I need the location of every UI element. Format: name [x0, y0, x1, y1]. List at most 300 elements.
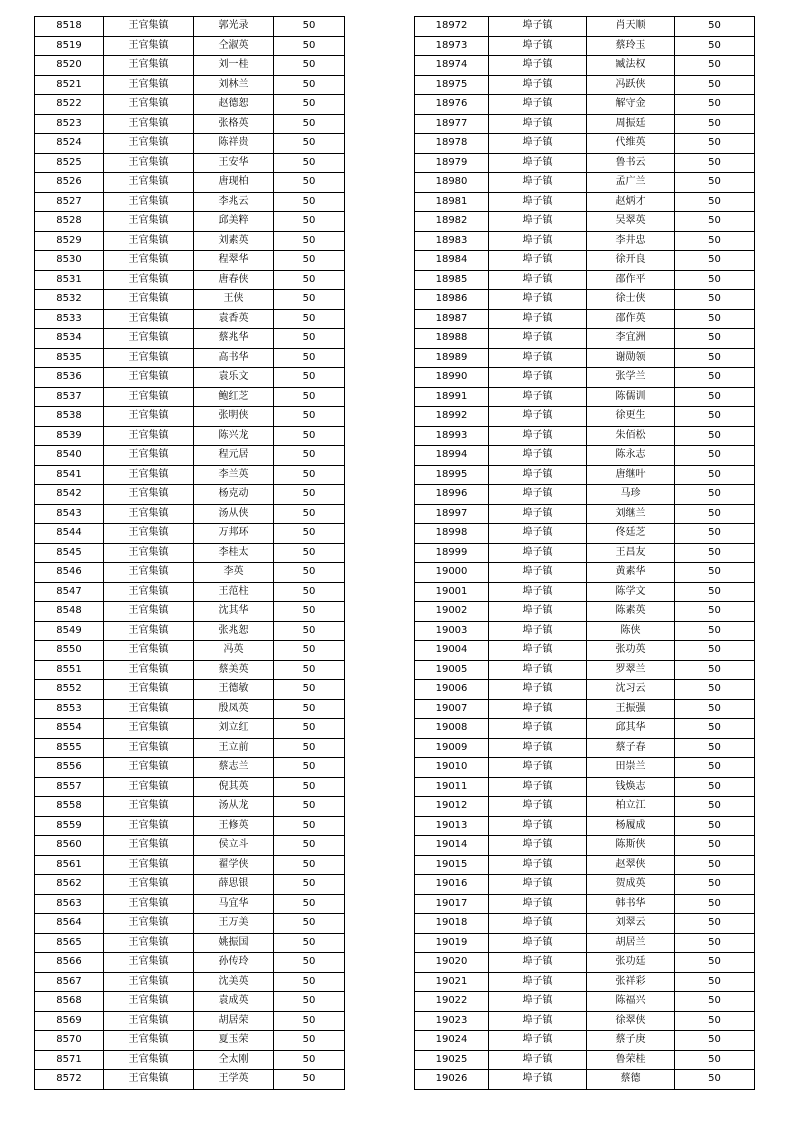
table-row: [415, 290, 755, 310]
person-name-cell: 袁成英: [194, 992, 274, 1012]
town-name-cell: 埠子镇: [489, 816, 587, 836]
town-name-cell: 埠子镇: [489, 875, 587, 895]
row-number-cell: 8571: [35, 1050, 104, 1070]
town-name-cell: 王官集镇: [104, 368, 194, 388]
amount-cell: 50: [675, 602, 755, 622]
person-name-cell: 张功英: [587, 641, 675, 661]
table-row: [35, 387, 345, 407]
table-row: [415, 875, 755, 895]
table-row: [415, 836, 755, 856]
amount-cell: 50: [274, 563, 345, 583]
town-name-cell: 王官集镇: [104, 504, 194, 524]
amount-cell: 50: [274, 699, 345, 719]
person-name-cell: 张明侠: [194, 407, 274, 427]
person-name-cell: 徐更生: [587, 407, 675, 427]
amount-cell: 50: [274, 426, 345, 446]
row-number-cell: 8519: [35, 36, 104, 56]
town-name-cell: 王官集镇: [104, 173, 194, 193]
town-name-cell: 王官集镇: [104, 329, 194, 349]
amount-cell: 50: [675, 251, 755, 271]
town-name-cell: 埠子镇: [489, 75, 587, 95]
amount-cell: 50: [274, 855, 345, 875]
row-number-cell: 18979: [415, 153, 489, 173]
person-name-cell: 唐春侠: [194, 270, 274, 290]
town-name-cell: 埠子镇: [489, 446, 587, 466]
table-row: [35, 582, 345, 602]
person-name-cell: 马珍: [587, 485, 675, 505]
amount-cell: 50: [274, 17, 345, 37]
table-row: [35, 231, 345, 251]
person-name-cell: 程元居: [194, 446, 274, 466]
table-row: [35, 426, 345, 446]
town-name-cell: 埠子镇: [489, 290, 587, 310]
table-row: [415, 329, 755, 349]
row-number-cell: 8540: [35, 446, 104, 466]
person-name-cell: 李宜洲: [587, 329, 675, 349]
person-name-cell: 邱美粹: [194, 212, 274, 232]
person-name-cell: 鲁荣桂: [587, 1050, 675, 1070]
amount-cell: 50: [675, 1031, 755, 1051]
amount-cell: 50: [274, 1011, 345, 1031]
row-number-cell: 18978: [415, 134, 489, 154]
person-name-cell: 韩书华: [587, 894, 675, 914]
town-name-cell: 埠子镇: [489, 777, 587, 797]
person-name-cell: 沈习云: [587, 680, 675, 700]
town-name-cell: 埠子镇: [489, 56, 587, 76]
town-name-cell: 埠子镇: [489, 387, 587, 407]
amount-cell: 50: [274, 719, 345, 739]
table-row: [415, 17, 755, 37]
town-name-cell: 埠子镇: [489, 836, 587, 856]
amount-cell: 50: [274, 875, 345, 895]
person-name-cell: 张学兰: [587, 368, 675, 388]
person-name-cell: 王安华: [194, 153, 274, 173]
town-name-cell: 埠子镇: [489, 251, 587, 271]
amount-cell: 50: [274, 680, 345, 700]
row-number-cell: 8563: [35, 894, 104, 914]
person-name-cell: 赵翠侠: [587, 855, 675, 875]
amount-cell: 50: [675, 953, 755, 973]
person-name-cell: 徐开良: [587, 251, 675, 271]
person-name-cell: 蔡德: [587, 1070, 675, 1090]
person-name-cell: 李兆云: [194, 192, 274, 212]
table-row: [415, 602, 755, 622]
row-number-cell: 8564: [35, 914, 104, 934]
person-name-cell: 王万美: [194, 914, 274, 934]
town-name-cell: 埠子镇: [489, 641, 587, 661]
table-row: [415, 582, 755, 602]
row-number-cell: 18986: [415, 290, 489, 310]
table-row: [415, 777, 755, 797]
table-row: [415, 387, 755, 407]
table-row: [35, 36, 345, 56]
amount-cell: 50: [675, 75, 755, 95]
amount-cell: 50: [675, 231, 755, 251]
person-name-cell: 邵作平: [587, 270, 675, 290]
row-number-cell: 18994: [415, 446, 489, 466]
amount-cell: 50: [274, 329, 345, 349]
amount-cell: 50: [274, 953, 345, 973]
town-name-cell: 王官集镇: [104, 953, 194, 973]
person-name-cell: 胡居兰: [587, 933, 675, 953]
row-number-cell: 8533: [35, 309, 104, 329]
town-name-cell: 埠子镇: [489, 699, 587, 719]
person-name-cell: 蔡美英: [194, 660, 274, 680]
table-row: [35, 1070, 345, 1090]
person-name-cell: 刘继兰: [587, 504, 675, 524]
person-name-cell: 吴翠英: [587, 212, 675, 232]
row-number-cell: 19001: [415, 582, 489, 602]
table-row: [35, 153, 345, 173]
row-number-cell: 8547: [35, 582, 104, 602]
table-row: [415, 543, 755, 563]
person-name-cell: 解守金: [587, 95, 675, 115]
person-name-cell: 王振强: [587, 699, 675, 719]
town-name-cell: 埠子镇: [489, 680, 587, 700]
row-number-cell: 19025: [415, 1050, 489, 1070]
town-name-cell: 埠子镇: [489, 1070, 587, 1090]
person-name-cell: 徐翠侠: [587, 1011, 675, 1031]
table-row: [415, 485, 755, 505]
person-name-cell: 王昌友: [587, 543, 675, 563]
person-name-cell: 夏玉荣: [194, 1031, 274, 1051]
town-name-cell: 埠子镇: [489, 192, 587, 212]
person-name-cell: 代维英: [587, 134, 675, 154]
person-name-cell: 赵炳才: [587, 192, 675, 212]
town-name-cell: 埠子镇: [489, 563, 587, 583]
amount-cell: 50: [274, 56, 345, 76]
row-number-cell: 8528: [35, 212, 104, 232]
person-name-cell: 周振廷: [587, 114, 675, 134]
person-name-cell: 汤从龙: [194, 797, 274, 817]
row-number-cell: 8526: [35, 173, 104, 193]
table-row: [35, 836, 345, 856]
town-name-cell: 王官集镇: [104, 387, 194, 407]
amount-cell: 50: [675, 309, 755, 329]
person-name-cell: 张兆恕: [194, 621, 274, 641]
row-number-cell: 8529: [35, 231, 104, 251]
amount-cell: 50: [675, 504, 755, 524]
row-number-cell: 8542: [35, 485, 104, 505]
table-row: [35, 972, 345, 992]
amount-cell: 50: [675, 660, 755, 680]
amount-cell: 50: [675, 387, 755, 407]
town-name-cell: 王官集镇: [104, 75, 194, 95]
row-number-cell: 19007: [415, 699, 489, 719]
person-name-cell: 邵作英: [587, 309, 675, 329]
row-number-cell: 19002: [415, 602, 489, 622]
person-name-cell: 侯立斗: [194, 836, 274, 856]
town-name-cell: 王官集镇: [104, 836, 194, 856]
row-number-cell: 8549: [35, 621, 104, 641]
town-name-cell: 王官集镇: [104, 251, 194, 271]
amount-cell: 50: [675, 582, 755, 602]
person-name-cell: 谢勋领: [587, 348, 675, 368]
row-number-cell: 18997: [415, 504, 489, 524]
amount-cell: 50: [675, 680, 755, 700]
table-row: [35, 953, 345, 973]
amount-cell: 50: [274, 485, 345, 505]
town-name-cell: 埠子镇: [489, 348, 587, 368]
person-name-cell: 邱其华: [587, 719, 675, 739]
table-row: [35, 56, 345, 76]
person-name-cell: 张祥彩: [587, 972, 675, 992]
table-row: [35, 543, 345, 563]
amount-cell: 50: [274, 758, 345, 778]
amount-cell: 50: [675, 134, 755, 154]
town-name-cell: 埠子镇: [489, 894, 587, 914]
amount-cell: 50: [274, 407, 345, 427]
town-name-cell: 埠子镇: [489, 36, 587, 56]
row-number-cell: 18998: [415, 524, 489, 544]
row-number-cell: 8562: [35, 875, 104, 895]
person-name-cell: 鲍红芝: [194, 387, 274, 407]
town-name-cell: 埠子镇: [489, 1011, 587, 1031]
row-number-cell: 18995: [415, 465, 489, 485]
table-row: [35, 309, 345, 329]
amount-cell: 50: [274, 836, 345, 856]
table-row: [415, 855, 755, 875]
amount-cell: 50: [675, 836, 755, 856]
amount-cell: 50: [274, 797, 345, 817]
town-name-cell: 埠子镇: [489, 114, 587, 134]
row-number-cell: 18975: [415, 75, 489, 95]
person-name-cell: 田崇兰: [587, 758, 675, 778]
town-name-cell: 王官集镇: [104, 660, 194, 680]
row-number-cell: 8558: [35, 797, 104, 817]
person-name-cell: 李英: [194, 563, 274, 583]
left-table: [34, 16, 345, 1090]
town-name-cell: 王官集镇: [104, 407, 194, 427]
row-number-cell: 8541: [35, 465, 104, 485]
town-name-cell: 埠子镇: [489, 485, 587, 505]
row-number-cell: 8553: [35, 699, 104, 719]
town-name-cell: 王官集镇: [104, 446, 194, 466]
table-row: [415, 114, 755, 134]
amount-cell: 50: [274, 309, 345, 329]
amount-cell: 50: [274, 446, 345, 466]
amount-cell: 50: [675, 446, 755, 466]
table-row: [415, 56, 755, 76]
amount-cell: 50: [274, 75, 345, 95]
row-number-cell: 19015: [415, 855, 489, 875]
row-number-cell: 19013: [415, 816, 489, 836]
person-name-cell: 鲁书云: [587, 153, 675, 173]
table-row: [35, 738, 345, 758]
row-number-cell: 8530: [35, 251, 104, 271]
amount-cell: 50: [675, 855, 755, 875]
person-name-cell: 程翠华: [194, 251, 274, 271]
table-row: [415, 914, 755, 934]
person-name-cell: 仝太刚: [194, 1050, 274, 1070]
town-name-cell: 王官集镇: [104, 582, 194, 602]
table-row: [35, 914, 345, 934]
amount-cell: 50: [675, 641, 755, 661]
row-number-cell: 18989: [415, 348, 489, 368]
amount-cell: 50: [675, 543, 755, 563]
person-name-cell: 沈其华: [194, 602, 274, 622]
town-name-cell: 埠子镇: [489, 426, 587, 446]
amount-cell: 50: [675, 992, 755, 1012]
person-name-cell: 陈侠: [587, 621, 675, 641]
person-name-cell: 刘一桂: [194, 56, 274, 76]
amount-cell: 50: [675, 1050, 755, 1070]
person-name-cell: 陈兴龙: [194, 426, 274, 446]
person-name-cell: 唐继叶: [587, 465, 675, 485]
amount-cell: 50: [675, 797, 755, 817]
amount-cell: 50: [274, 192, 345, 212]
table-row: [415, 1070, 755, 1090]
amount-cell: 50: [274, 972, 345, 992]
row-number-cell: 19006: [415, 680, 489, 700]
table-row: [35, 270, 345, 290]
amount-cell: 50: [675, 816, 755, 836]
table-row: [35, 1031, 345, 1051]
amount-cell: 50: [675, 465, 755, 485]
town-name-cell: 王官集镇: [104, 153, 194, 173]
table-row: [35, 134, 345, 154]
person-name-cell: 王学英: [194, 1070, 274, 1090]
amount-cell: 50: [274, 641, 345, 661]
table-row: [415, 894, 755, 914]
town-name-cell: 王官集镇: [104, 1050, 194, 1070]
row-number-cell: 8551: [35, 660, 104, 680]
table-row: [35, 719, 345, 739]
amount-cell: 50: [274, 777, 345, 797]
table-row: [415, 270, 755, 290]
table-row: [35, 212, 345, 232]
town-name-cell: 王官集镇: [104, 992, 194, 1012]
table-row: [415, 699, 755, 719]
row-number-cell: 8523: [35, 114, 104, 134]
row-number-cell: 8546: [35, 563, 104, 583]
town-name-cell: 埠子镇: [489, 465, 587, 485]
table-row: [35, 621, 345, 641]
town-name-cell: 埠子镇: [489, 329, 587, 349]
row-number-cell: 8534: [35, 329, 104, 349]
amount-cell: 50: [274, 738, 345, 758]
town-name-cell: 埠子镇: [489, 543, 587, 563]
person-name-cell: 臧法权: [587, 56, 675, 76]
row-number-cell: 19004: [415, 641, 489, 661]
table-row: [35, 465, 345, 485]
row-number-cell: 8565: [35, 933, 104, 953]
amount-cell: 50: [274, 114, 345, 134]
table-row: [415, 563, 755, 583]
town-name-cell: 埠子镇: [489, 953, 587, 973]
table-row: [415, 504, 755, 524]
town-name-cell: 王官集镇: [104, 816, 194, 836]
right-table: [414, 16, 755, 1090]
town-name-cell: 埠子镇: [489, 504, 587, 524]
table-row: [415, 1011, 755, 1031]
amount-cell: 50: [675, 407, 755, 427]
amount-cell: 50: [675, 270, 755, 290]
row-number-cell: 18976: [415, 95, 489, 115]
table-row: [35, 368, 345, 388]
town-name-cell: 王官集镇: [104, 114, 194, 134]
person-name-cell: 刘林兰: [194, 75, 274, 95]
amount-cell: 50: [675, 485, 755, 505]
amount-cell: 50: [274, 582, 345, 602]
row-number-cell: 8518: [35, 17, 104, 37]
amount-cell: 50: [675, 348, 755, 368]
town-name-cell: 王官集镇: [104, 192, 194, 212]
person-name-cell: 倪其英: [194, 777, 274, 797]
person-name-cell: 汤从侠: [194, 504, 274, 524]
row-number-cell: 8550: [35, 641, 104, 661]
row-number-cell: 8535: [35, 348, 104, 368]
town-name-cell: 王官集镇: [104, 777, 194, 797]
town-name-cell: 王官集镇: [104, 1070, 194, 1090]
town-name-cell: 埠子镇: [489, 524, 587, 544]
table-row: [415, 173, 755, 193]
person-name-cell: 蔡志兰: [194, 758, 274, 778]
row-number-cell: 8552: [35, 680, 104, 700]
table-row: [35, 602, 345, 622]
table-row: [415, 465, 755, 485]
amount-cell: 50: [675, 173, 755, 193]
town-name-cell: 王官集镇: [104, 914, 194, 934]
row-number-cell: 19000: [415, 563, 489, 583]
table-row: [415, 719, 755, 739]
table-row: [415, 524, 755, 544]
table-row: [415, 738, 755, 758]
row-number-cell: 19017: [415, 894, 489, 914]
person-name-cell: 袁乐文: [194, 368, 274, 388]
person-name-cell: 陈斯侠: [587, 836, 675, 856]
amount-cell: 50: [675, 914, 755, 934]
row-number-cell: 8543: [35, 504, 104, 524]
row-number-cell: 18999: [415, 543, 489, 563]
amount-cell: 50: [675, 56, 755, 76]
amount-cell: 50: [675, 738, 755, 758]
table-row: [415, 972, 755, 992]
table-row: [415, 36, 755, 56]
person-name-cell: 柏立江: [587, 797, 675, 817]
amount-cell: 50: [675, 329, 755, 349]
person-name-cell: 李井忠: [587, 231, 675, 251]
amount-cell: 50: [274, 543, 345, 563]
amount-cell: 50: [675, 290, 755, 310]
town-name-cell: 王官集镇: [104, 348, 194, 368]
table-row: [35, 563, 345, 583]
table-row: [35, 290, 345, 310]
table-row: [35, 1011, 345, 1031]
amount-cell: 50: [675, 524, 755, 544]
row-number-cell: 19020: [415, 953, 489, 973]
town-name-cell: 王官集镇: [104, 485, 194, 505]
amount-cell: 50: [274, 153, 345, 173]
person-name-cell: 陈素英: [587, 602, 675, 622]
table-row: [35, 75, 345, 95]
town-name-cell: 王官集镇: [104, 426, 194, 446]
amount-cell: 50: [675, 1011, 755, 1031]
table-row: [415, 426, 755, 446]
amount-cell: 50: [274, 524, 345, 544]
person-name-cell: 蔡兆华: [194, 329, 274, 349]
town-name-cell: 埠子镇: [489, 309, 587, 329]
row-number-cell: 19014: [415, 836, 489, 856]
amount-cell: 50: [274, 992, 345, 1012]
person-name-cell: 蔡玲玉: [587, 36, 675, 56]
table-row: [35, 504, 345, 524]
amount-cell: 50: [675, 153, 755, 173]
town-name-cell: 埠子镇: [489, 153, 587, 173]
town-name-cell: 埠子镇: [489, 582, 587, 602]
amount-cell: 50: [274, 251, 345, 271]
row-number-cell: 18980: [415, 173, 489, 193]
